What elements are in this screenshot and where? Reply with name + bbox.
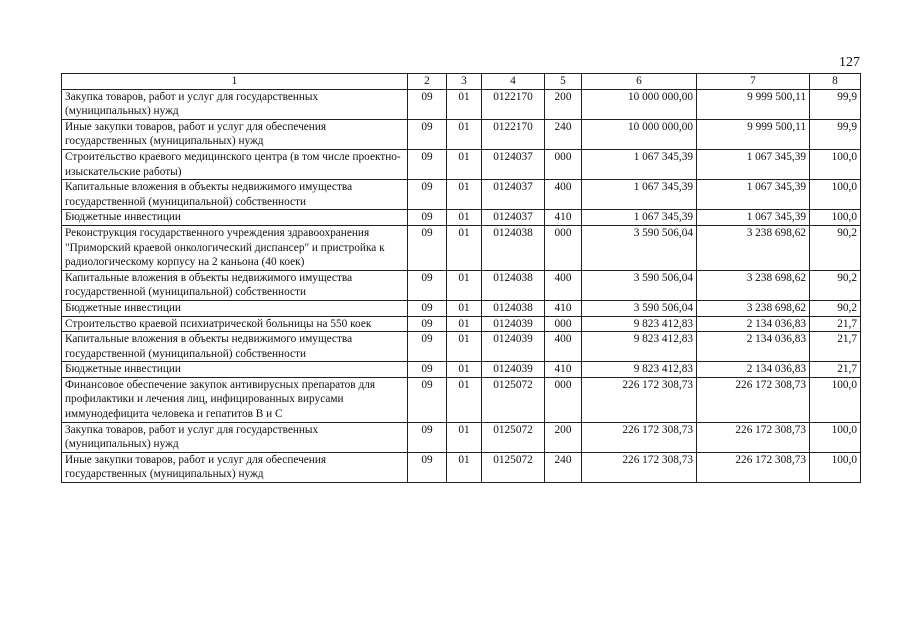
subsection-code: 01 [447, 149, 482, 179]
actual-amount: 1 067 345,39 [697, 210, 810, 226]
actual-amount: 3 238 698,62 [697, 300, 810, 316]
table-row [62, 210, 861, 226]
expense-type-code: 240 [545, 119, 582, 149]
expense-type-code: 000 [545, 225, 582, 270]
actual-amount: 3 238 698,62 [697, 270, 810, 300]
target-article-code: 0124037 [482, 210, 545, 226]
table-row [62, 119, 861, 149]
section-code: 09 [408, 452, 447, 482]
execution-percent: 100,0 [810, 210, 861, 226]
actual-amount: 2 134 036,83 [697, 332, 810, 362]
item-name: Иные закупки товаров, работ и услуг для обеспечения государственных (муниципальных) нужд [62, 119, 408, 149]
col-header-8: 8 [810, 74, 861, 90]
subsection-code: 01 [447, 210, 482, 226]
subsection-code: 01 [447, 316, 482, 332]
item-name: Финансовое обеспечение закупок антивирусных препаратов для профилактики и лечения лиц, инфицированных вирусами иммунодефицита человека и гепатитов В и С [62, 377, 408, 422]
planned-amount: 10 000 000,00 [582, 89, 697, 119]
execution-percent: 100,0 [810, 422, 861, 452]
planned-amount: 3 590 506,04 [582, 300, 697, 316]
section-code: 09 [408, 89, 447, 119]
expense-type-code: 240 [545, 452, 582, 482]
subsection-code: 01 [447, 89, 482, 119]
table-row [62, 270, 861, 300]
page-number: 127 [839, 55, 860, 70]
execution-percent: 99,9 [810, 89, 861, 119]
subsection-code: 01 [447, 332, 482, 362]
table-row [62, 316, 861, 332]
section-code: 09 [408, 119, 447, 149]
expense-type-code: 000 [545, 316, 582, 332]
expense-type-code: 410 [545, 362, 582, 378]
target-article-code: 0124037 [482, 180, 545, 210]
planned-amount: 1 067 345,39 [582, 149, 697, 179]
budget-table [61, 73, 861, 483]
target-article-code: 0124039 [482, 332, 545, 362]
section-code: 09 [408, 377, 447, 422]
section-code: 09 [408, 362, 447, 378]
col-header-5: 5 [545, 74, 582, 90]
col-header-4: 4 [482, 74, 545, 90]
col-header-1: 1 [62, 74, 408, 90]
expense-type-code: 000 [545, 149, 582, 179]
execution-percent: 21,7 [810, 332, 861, 362]
section-code: 09 [408, 316, 447, 332]
subsection-code: 01 [447, 119, 482, 149]
target-article-code: 0122170 [482, 119, 545, 149]
item-name: Капитальные вложения в объекты недвижимого имущества государственной (муниципальной) собственности [62, 180, 408, 210]
expense-type-code: 200 [545, 422, 582, 452]
item-name: Закупка товаров, работ и услуг для государственных (муниципальных) нужд [62, 89, 408, 119]
table-row [62, 180, 861, 210]
actual-amount: 2 134 036,83 [697, 362, 810, 378]
section-code: 09 [408, 180, 447, 210]
col-header-2: 2 [408, 74, 447, 90]
target-article-code: 0124037 [482, 149, 545, 179]
planned-amount: 226 172 308,73 [582, 377, 697, 422]
table-row [62, 300, 861, 316]
actual-amount: 3 238 698,62 [697, 225, 810, 270]
actual-amount: 226 172 308,73 [697, 377, 810, 422]
target-article-code: 0125072 [482, 452, 545, 482]
actual-amount: 9 999 500,11 [697, 119, 810, 149]
actual-amount: 9 999 500,11 [697, 89, 810, 119]
expense-type-code: 200 [545, 89, 582, 119]
actual-amount: 1 067 345,39 [697, 180, 810, 210]
subsection-code: 01 [447, 452, 482, 482]
subsection-code: 01 [447, 225, 482, 270]
subsection-code: 01 [447, 300, 482, 316]
expense-type-code: 400 [545, 332, 582, 362]
target-article-code: 0124038 [482, 270, 545, 300]
table-row [62, 225, 861, 270]
target-article-code: 0122170 [482, 89, 545, 119]
section-code: 09 [408, 149, 447, 179]
section-code: 09 [408, 300, 447, 316]
col-header-3: 3 [447, 74, 482, 90]
col-header-7: 7 [697, 74, 810, 90]
item-name: Бюджетные инвестиции [62, 300, 408, 316]
target-article-code: 0124038 [482, 300, 545, 316]
section-code: 09 [408, 270, 447, 300]
item-name: Бюджетные инвестиции [62, 210, 408, 226]
execution-percent: 90,2 [810, 300, 861, 316]
target-article-code: 0124038 [482, 225, 545, 270]
item-name: Строительство краевой психиатрической больницы на 550 коек [62, 316, 408, 332]
actual-amount: 226 172 308,73 [697, 452, 810, 482]
execution-percent: 90,2 [810, 270, 861, 300]
execution-percent: 99,9 [810, 119, 861, 149]
table-row [62, 149, 861, 179]
target-article-code: 0125072 [482, 377, 545, 422]
subsection-code: 01 [447, 422, 482, 452]
item-name: Закупка товаров, работ и услуг для государственных (муниципальных) нужд [62, 422, 408, 452]
table-row [62, 377, 861, 422]
subsection-code: 01 [447, 180, 482, 210]
expense-type-code: 410 [545, 300, 582, 316]
col-header-6: 6 [582, 74, 697, 90]
execution-percent: 100,0 [810, 149, 861, 179]
planned-amount: 226 172 308,73 [582, 422, 697, 452]
subsection-code: 01 [447, 377, 482, 422]
table-row [62, 332, 861, 362]
target-article-code: 0124039 [482, 362, 545, 378]
target-article-code: 0125072 [482, 422, 545, 452]
execution-percent: 90,2 [810, 225, 861, 270]
item-name: Реконструкция государственного учреждения здравоохранения "Приморский краевой онкологический диспансер" и пристройка к радиологическому корпусу на 2 каньона (40 коек) [62, 225, 408, 270]
section-code: 09 [408, 210, 447, 226]
expense-type-code: 400 [545, 270, 582, 300]
item-name: Капитальные вложения в объекты недвижимого имущества государственной (муниципальной) собственности [62, 270, 408, 300]
subsection-code: 01 [447, 270, 482, 300]
expense-type-code: 400 [545, 180, 582, 210]
section-code: 09 [408, 225, 447, 270]
section-code: 09 [408, 422, 447, 452]
actual-amount: 1 067 345,39 [697, 149, 810, 179]
table-row [62, 422, 861, 452]
planned-amount: 3 590 506,04 [582, 225, 697, 270]
item-name: Иные закупки товаров, работ и услуг для обеспечения государственных (муниципальных) нужд [62, 452, 408, 482]
expense-type-code: 000 [545, 377, 582, 422]
item-name: Бюджетные инвестиции [62, 362, 408, 378]
execution-percent: 100,0 [810, 452, 861, 482]
table-row [62, 452, 861, 482]
planned-amount: 9 823 412,83 [582, 316, 697, 332]
expense-type-code: 410 [545, 210, 582, 226]
table-row [62, 362, 861, 378]
planned-amount: 1 067 345,39 [582, 180, 697, 210]
header-row [62, 74, 861, 90]
planned-amount: 1 067 345,39 [582, 210, 697, 226]
planned-amount: 3 590 506,04 [582, 270, 697, 300]
section-code: 09 [408, 332, 447, 362]
execution-percent: 21,7 [810, 362, 861, 378]
subsection-code: 01 [447, 362, 482, 378]
planned-amount: 9 823 412,83 [582, 362, 697, 378]
table-row [62, 89, 861, 119]
actual-amount: 2 134 036,83 [697, 316, 810, 332]
execution-percent: 21,7 [810, 316, 861, 332]
item-name: Капитальные вложения в объекты недвижимого имущества государственной (муниципальной) собственности [62, 332, 408, 362]
item-name: Строительство краевого медицинского центра (в том числе проектно-изыскательские работы) [62, 149, 408, 179]
planned-amount: 10 000 000,00 [582, 119, 697, 149]
execution-percent: 100,0 [810, 180, 861, 210]
target-article-code: 0124039 [482, 316, 545, 332]
actual-amount: 226 172 308,73 [697, 422, 810, 452]
planned-amount: 226 172 308,73 [582, 452, 697, 482]
execution-percent: 100,0 [810, 377, 861, 422]
planned-amount: 9 823 412,83 [582, 332, 697, 362]
